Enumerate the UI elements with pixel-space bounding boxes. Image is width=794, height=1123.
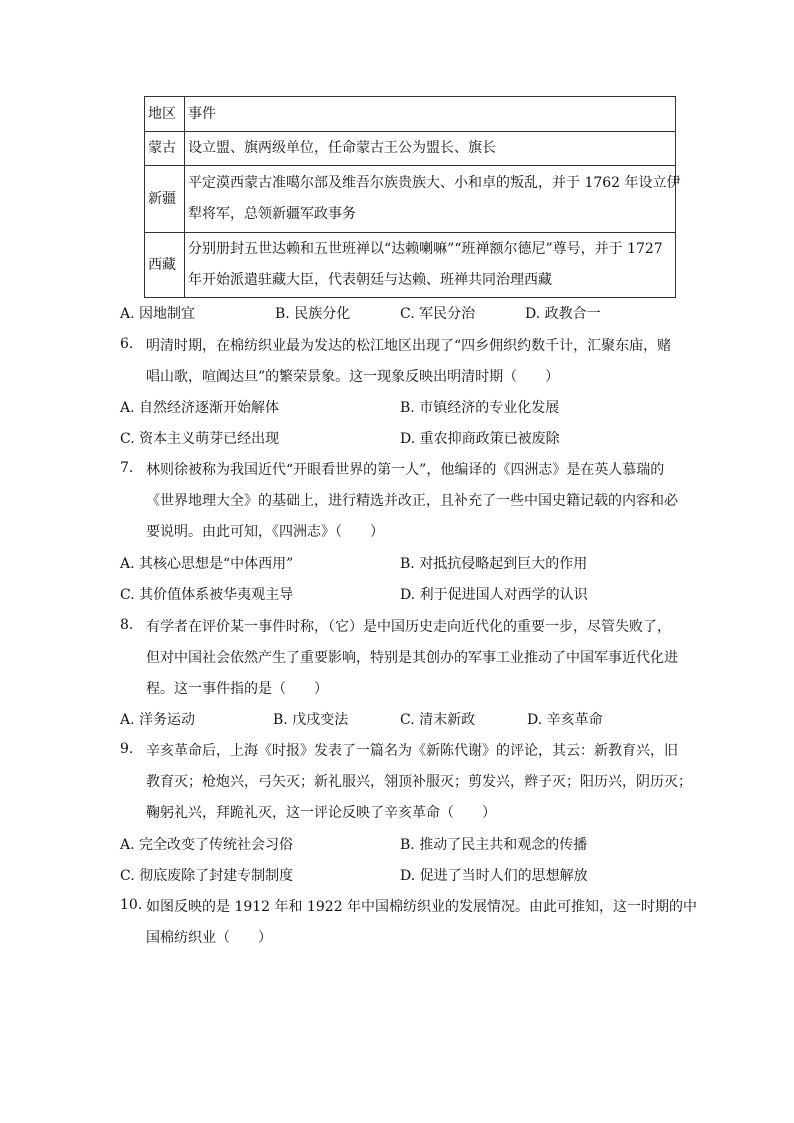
question-number: 10.: [120, 897, 143, 913]
option-a[interactable]: A. 完全改变了传统社会习俗: [120, 837, 294, 853]
question-text: 明清时期，在棉纺织业最为发达的松江地区出现了“四乡佣织约数千计，汇聚东庙，赌: [146, 338, 672, 354]
option-d[interactable]: D. 政教合一: [525, 306, 601, 322]
option-d[interactable]: D. 重农抑商政策已被废除: [400, 431, 560, 447]
question-number: 9.: [120, 741, 134, 757]
question-number: 7.: [120, 460, 134, 476]
option-c[interactable]: C. 清末新政: [400, 712, 476, 728]
option-c[interactable]: C. 资本主义萌芽已经出现: [120, 431, 280, 447]
question-text: 程。这一事件指的是（ ）: [146, 681, 328, 697]
option-d[interactable]: D. 利于促进国人对西学的认识: [400, 587, 588, 603]
option-c[interactable]: C. 其价值体系被华夷观主导: [120, 587, 294, 603]
option-b[interactable]: B. 对抵抗侵略起到巨大的作用: [400, 556, 588, 572]
table-cell-region: 新疆: [145, 166, 185, 233]
question-text: 如图反映的是 1912 年和 1922 年中国棉纺织业的发展情况。由此可推知，这一时期的中: [146, 899, 698, 915]
table-cell-line: 年开始派遣驻藏大臣，代表朝廷与达赖、班禅共同治理西藏: [188, 272, 552, 288]
question-text: 辛亥革命后，上海《时报》发表了一篇名为《新陈代谢》的评论，其云：新教育兴，旧: [146, 743, 678, 759]
table-cell-event: [185, 166, 681, 233]
option-c[interactable]: C. 军民分治: [400, 306, 476, 322]
table-header-row: [145, 97, 676, 132]
table-header-event: 事件: [185, 97, 676, 132]
option-b[interactable]: B. 民族分化: [275, 306, 351, 322]
table-cell-line: 设立盟、旗两级单位，任命蒙古王公为盟长、旗长: [188, 140, 496, 156]
question-text: 教育灭；枪炮兴，弓矢灭；新礼服兴，翎顶补服灭；剪发兴，辫子灭；阳历兴，阴历灭；: [146, 774, 692, 790]
table-cell-region: 蒙古: [145, 132, 185, 166]
table-row: [145, 233, 676, 298]
table-cell-region: 西藏: [145, 233, 185, 298]
question-text: 唱山歌，喧阗达旦”的繁荣景象。这一现象反映出明清时期（ ）: [146, 369, 560, 385]
option-d[interactable]: D. 辛亥革命: [527, 712, 603, 728]
table-cell-event: [185, 132, 676, 166]
question-number: 6.: [120, 336, 134, 352]
option-a[interactable]: A. 洋务运动: [120, 712, 196, 728]
question-text: 《世界地理大全》的基础上，进行精选并改正，且补充了一些中国史籍记载的内容和必: [146, 493, 678, 509]
table-cell-event: [185, 233, 676, 298]
table-cell-line: 分别册封五世达赖和五世班禅以“达赖喇嘛”“班禅额尔德尼”尊号，并于 1727: [188, 241, 663, 257]
question-text: 林则徐被称为我国近代“开眼看世界的第一人”，他编译的《四洲志》是在英人慕瑞的: [146, 462, 665, 478]
table-row: [145, 132, 676, 166]
table-cell-line: 平定漠西蒙古准噶尔部及维吾尔族贵族大、小和卓的叛乱，并于 1762 年设立伊: [188, 175, 681, 191]
table-row: [145, 166, 676, 233]
option-a[interactable]: A. 其核心思想是“中体西用”: [120, 556, 294, 572]
question-text: 要说明。由此可知，《四洲志》（ ）: [146, 524, 384, 540]
option-d[interactable]: D. 促进了当时人们的思想解放: [400, 868, 588, 884]
table-header-region: 地区: [145, 97, 185, 132]
option-b[interactable]: B. 市镇经济的专业化发展: [400, 400, 560, 416]
region-event-table: [144, 96, 681, 298]
option-b[interactable]: B. 推动了民主共和观念的传播: [400, 837, 588, 853]
option-a[interactable]: A. 自然经济逐渐开始解体: [120, 400, 280, 416]
table-cell-line: 犁将军，总领新疆军政事务: [188, 206, 356, 222]
question-text: 有学者在评价某一事件时称，（它）是中国历史走向近代化的重要一步，尽管失败了，: [146, 619, 671, 635]
question-text: 鞠躬礼兴，拜跪礼灭，这一评论反映了辛亥革命（ ）: [146, 805, 496, 821]
question-text: 但对中国社会依然产生了重要影响，特别是其创办的军事工业推动了中国军事近代化进: [146, 650, 678, 666]
option-b[interactable]: B. 戊戌变法: [273, 712, 349, 728]
question-number: 8.: [120, 617, 134, 633]
option-a[interactable]: A. 因地制宜: [120, 306, 196, 322]
question-text: 国棉纺织业（ ）: [146, 930, 272, 946]
option-c[interactable]: C. 彻底废除了封建专制制度: [120, 868, 294, 884]
